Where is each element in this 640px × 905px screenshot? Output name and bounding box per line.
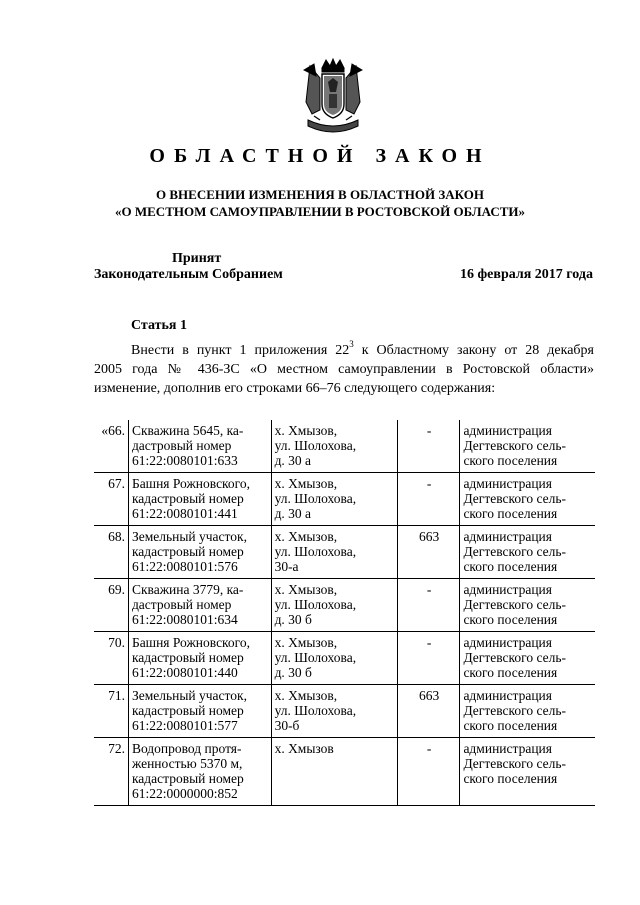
document-subtitle-line-2: «О МЕСТНОМ САМОУПРАВЛЕНИИ В РОСТОВСКОЙ ОБЛАСТИ» bbox=[115, 204, 525, 219]
table-row bbox=[94, 473, 595, 526]
table-row bbox=[94, 579, 595, 632]
row-area: 663 bbox=[397, 685, 460, 738]
row-owner: администрация Дегтевского сель- ского поселения bbox=[460, 420, 595, 473]
row-area: - bbox=[397, 473, 460, 526]
article-body bbox=[94, 341, 594, 398]
row-area: - bbox=[397, 579, 460, 632]
row-number: 67. bbox=[94, 473, 128, 526]
row-owner: администрация Дегтевского сель- ского поселения bbox=[460, 738, 595, 806]
row-address: х. Хмызов, ул. Шолохова, д. 30 б bbox=[271, 579, 397, 632]
superscript: 3 bbox=[349, 339, 354, 350]
table-row bbox=[94, 685, 595, 738]
row-object: Земельный участок, кадастровый номер 61:22:0080101:577 bbox=[128, 685, 271, 738]
row-object: Водопровод протя- женностью 5370 м, кадастровый номер 61:22:0000000:852 bbox=[128, 738, 271, 806]
row-area: - bbox=[397, 738, 460, 806]
amendment-table bbox=[94, 420, 595, 806]
row-owner: администрация Дегтевского сель- ского поселения bbox=[460, 685, 595, 738]
row-object: Башня Рожновского, кадастровый номер 61:22:0080101:441 bbox=[128, 473, 271, 526]
row-address: х. Хмызов, ул. Шолохова, 30-б bbox=[271, 685, 397, 738]
row-address: х. Хмызов, ул. Шолохова, д. 30 а bbox=[271, 473, 397, 526]
article-heading: Статья 1 bbox=[131, 318, 187, 333]
row-owner: администрация Дегтевского сель- ского поселения bbox=[460, 473, 595, 526]
row-area: 663 bbox=[397, 526, 460, 579]
row-object: Земельный участок, кадастровый номер 61:22:0080101:576 bbox=[128, 526, 271, 579]
row-address: х. Хмызов, ул. Шолохова, д. 30 б bbox=[271, 632, 397, 685]
article-body-line-2: 2005 года № 436-ЗС «О местном самоуправлении в Ростовской области» bbox=[94, 362, 594, 377]
row-owner: администрация Дегтевского сель- ского поселения bbox=[460, 579, 595, 632]
row-number: 71. bbox=[94, 685, 128, 738]
row-number: 69. bbox=[94, 579, 128, 632]
adopted-label: Принят bbox=[172, 251, 222, 266]
adopted-date: 16 февраля 2017 года bbox=[460, 267, 593, 282]
row-object: Башня Рожновского, кадастровый номер 61:22:0080101:440 bbox=[128, 632, 271, 685]
article-body-line-1: Внести в пункт 1 приложения $22^3$ к Областному закону от 28 декабря bbox=[131, 339, 594, 358]
coat-of-arms-icon bbox=[300, 58, 366, 138]
row-object: Скважина 5645, ка- дастровый номер 61:22:0080101:633 bbox=[128, 420, 271, 473]
table-row bbox=[94, 738, 595, 806]
row-number: «66. bbox=[94, 420, 128, 473]
row-owner: администрация Дегтевского сель- ского поселения bbox=[460, 632, 595, 685]
document-subtitle-line-1: О ВНЕСЕНИИ ИЗМЕНЕНИЯ В ОБЛАСТНОЙ ЗАКОН bbox=[156, 187, 484, 202]
row-address: х. Хмызов, ул. Шолохова, д. 30 а bbox=[271, 420, 397, 473]
row-number: 70. bbox=[94, 632, 128, 685]
row-number: 68. bbox=[94, 526, 128, 579]
row-number: 72. bbox=[94, 738, 128, 806]
row-owner: администрация Дегтевского сель- ского поселения bbox=[460, 526, 595, 579]
row-address: х. Хмызов bbox=[271, 738, 397, 806]
row-area: - bbox=[397, 632, 460, 685]
row-address: х. Хмызов, ул. Шолохова, 30-а bbox=[271, 526, 397, 579]
row-area: - bbox=[397, 420, 460, 473]
document-title: ОБЛАСТНОЙ ЗАКОН bbox=[149, 145, 491, 167]
row-object: Скважина 3779, ка- дастровый номер 61:22:0080101:634 bbox=[128, 579, 271, 632]
article-body-line-3: изменение, дополнив его строками 66–76 следующего содержания: bbox=[94, 381, 496, 396]
adopted-by: Законодательным Собранием bbox=[94, 267, 283, 282]
table-row bbox=[94, 420, 595, 473]
table-row bbox=[94, 526, 595, 579]
table-row bbox=[94, 632, 595, 685]
